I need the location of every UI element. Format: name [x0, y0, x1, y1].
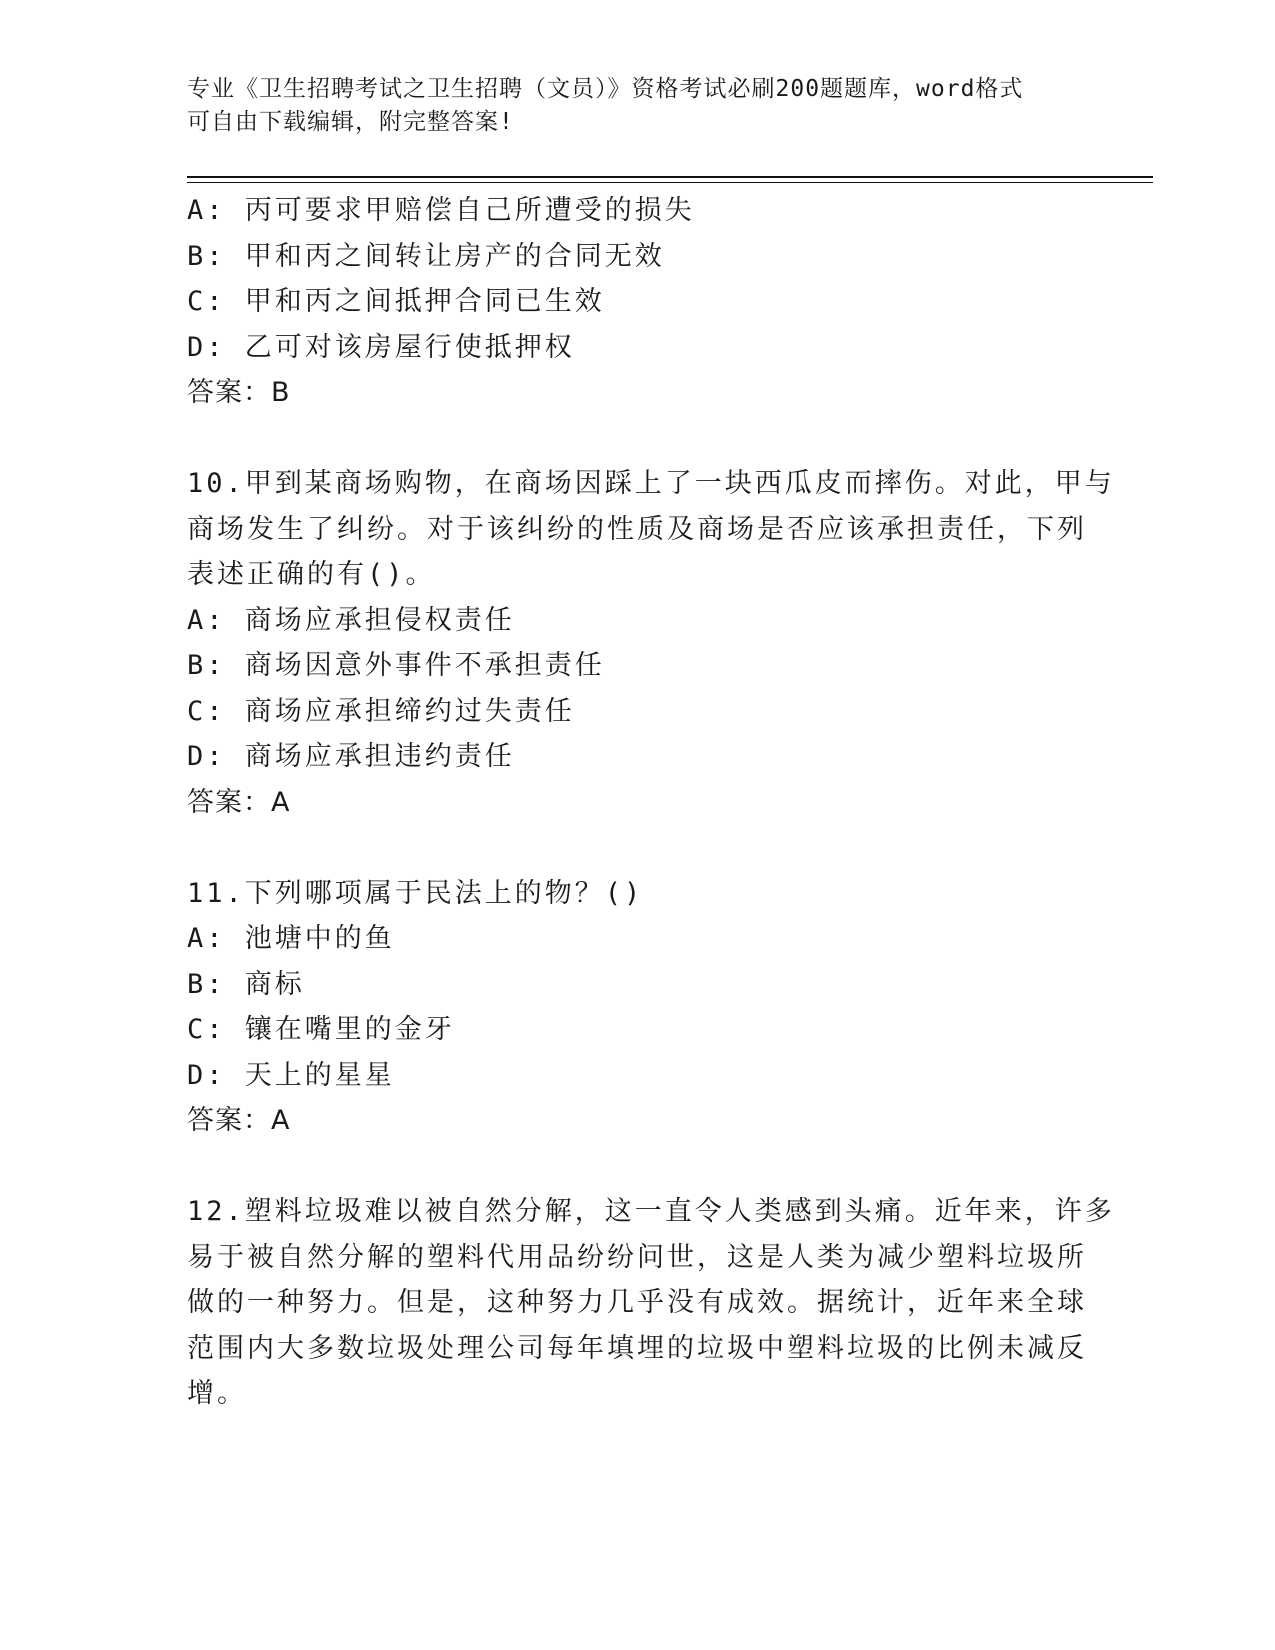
question-12-text-line-2: 易于被自然分解的塑料代用品纷纷问世，这是人类为减少塑料垃圾所 — [187, 1241, 1087, 1273]
question-12-text-line-5: 增。 — [187, 1378, 247, 1409]
question-11-answer: 答案：A — [187, 1105, 291, 1136]
question-10-text-line-1: 10.甲到某商场购物，在商场因踩上了一块西瓜皮而摔伤。对此，甲与 — [187, 468, 1115, 499]
question-11-option-c: C: 镶在嘴里的金牙 — [187, 1014, 455, 1045]
question-10-option-c: C: 商场应承担缔约过失责任 — [187, 695, 575, 727]
question-11-text-line-1: 11.下列哪项属于民法上的物？() — [187, 877, 644, 909]
question-9-option-c: C: 甲和丙之间抵押合同已生效 — [187, 286, 605, 317]
question-10-option-a: A: 商场应承担侵权责任 — [187, 604, 515, 636]
question-12-text-line-4: 范围内大多数垃圾处理公司每年填埋的垃圾中塑料垃圾的比例未减反 — [187, 1332, 1087, 1364]
question-10-text-line-3: 表述正确的有()。 — [187, 559, 436, 590]
page-header — [187, 73, 1087, 139]
header-rule-thin — [187, 182, 1153, 183]
question-content — [187, 188, 1115, 1417]
question-12-text-line-1: 12.塑料垃圾难以被自然分解，这一直令人类感到头痛。近年来，许多 — [187, 1196, 1115, 1227]
spacer — [187, 1144, 1087, 1190]
question-11-block — [187, 871, 1087, 1144]
header-title-line-2: 可自由下载编辑，附完整答案! — [187, 109, 514, 135]
question-10-block — [187, 461, 1115, 825]
question-9-option-a: A: 丙可要求甲赔偿自己所遭受的损失 — [187, 195, 695, 226]
question-10-option-d: D: 商场应承担违约责任 — [187, 741, 515, 772]
question-10-text-line-2: 商场发生了纠纷。对于该纠纷的性质及商场是否应该承担责任，下列 — [187, 513, 1087, 545]
question-11-option-a: A: 池塘中的鱼 — [187, 923, 395, 954]
spacer — [187, 416, 1087, 462]
question-9-option-b: B: 甲和丙之间转让房产的合同无效 — [187, 240, 665, 272]
question-11-option-b: B: 商标 — [187, 968, 305, 1000]
question-9-answer: 答案：B — [187, 377, 291, 408]
spacer — [187, 825, 1087, 871]
question-12-text-line-3: 做的一种努力。但是，这种努力几乎没有成效。据统计，近年来全球 — [187, 1287, 1087, 1318]
question-10-answer: 答案：A — [187, 786, 291, 818]
question-12-block — [187, 1189, 1115, 1417]
question-11-option-d: D: 天上的星星 — [187, 1059, 395, 1091]
question-9-option-d: D: 乙可对该房屋行使抵押权 — [187, 331, 575, 363]
header-title-line-1: 专业《卫生招聘考试之卫生招聘（文员）》资格考试必刷200题题库，word格式 — [187, 76, 1024, 102]
question-9-block — [187, 188, 1087, 416]
question-10-option-b: B: 商场因意外事件不承担责任 — [187, 650, 605, 681]
header-rule-thick — [187, 176, 1153, 178]
